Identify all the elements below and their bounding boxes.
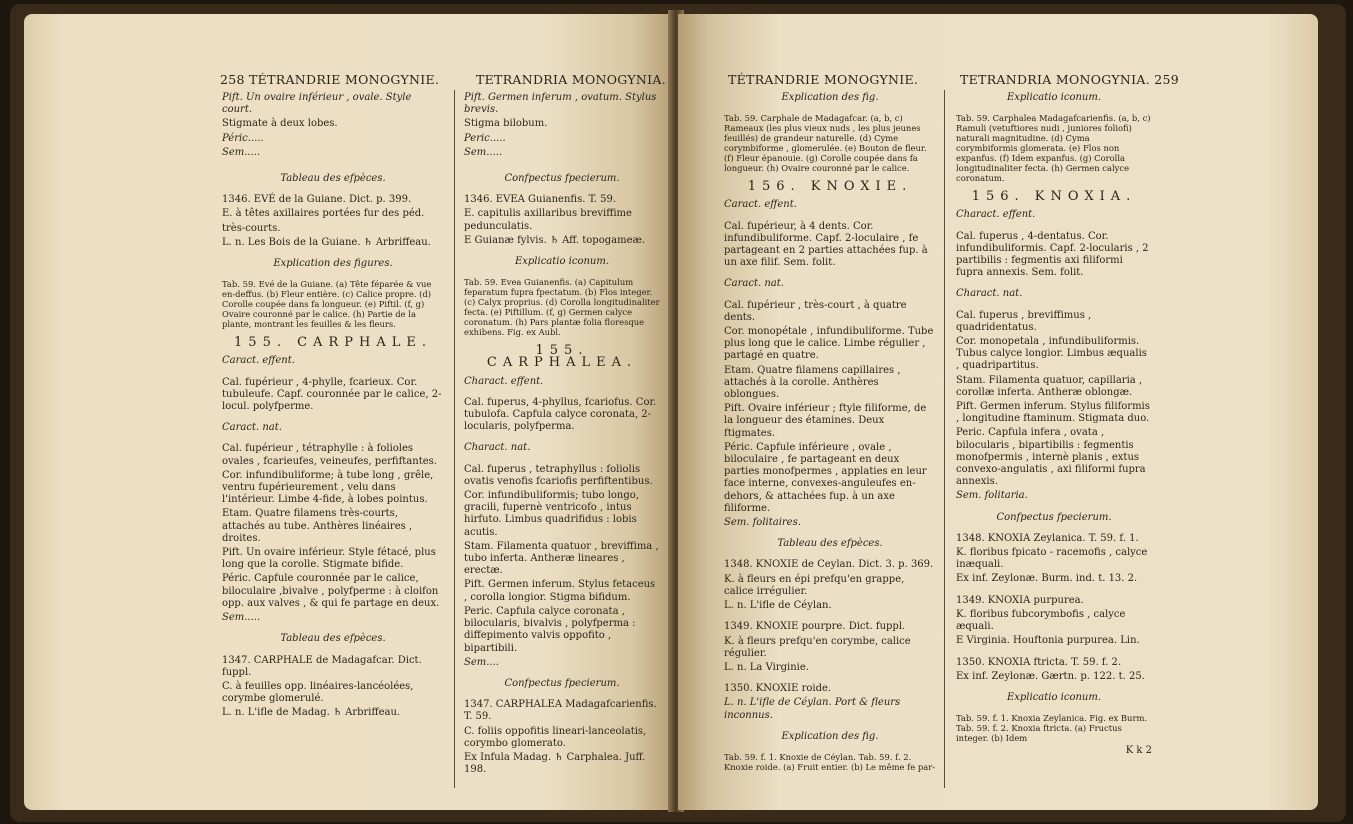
left-french-column: Pift. Un ovaire inférieur , ovale. Style court. Stigmate à deux lobes. Péric..... Sem..... Tableau des efpèces. 1346. EVÉ de la Guiane. Dict. p. 399. E. à têtes axillaires portées fur des péd. très-courts. L. n. Les Bois de la Guiane. ♄ Arbriffeau. Explication des figures. Tab. 59. Evé de la Guiane. (a) Tête féparée & vue en-deffus. (b) Fleur entière. (c) Calice propre. (d) Corolle coupée dans fa longueur. (e) Piftil. (f, g) Ovaire couronné par le calice. (h) Partie de la plante, montrant les feuilles & les fleurs. 155. CARPHALE. Caract. effent. Cal. fupérieur , 4-phylle, fcarieux. Cor. tubuleufe. Capf. couronnée par le calice, 2-locul. polyfperme. Caract. nat. Cal. fupérieur , tétraphylle : à folioles ovales , fcarieufes, veineufes, perfiftantes. Cor. infundibuliforme; à tube long , grêle, ventru fupérieurement , velu dans l'intérieur. Limbe 4-fide, à lobes pointus. Etam. Quatre filamens très-courts, attachés au tube. Anthères linéaires , droites. Pift. Un ovaire inférieur. Style fétacé, plus long que la corolle. Stigmate bifide. Péric. Capfule couronnée par le calice, biloculaire ,bivalve , polyfperme : à cloifon opp. aux valves , & qui fe partage en deux. Sem..... Tableau des efpèces. 1347. CARPHALE de Madagafcar. Dict. fuppl. C. à feuilles opp. linéaires-lancéolées, corymbe glomerulé. L. n. L'ifle de Madag. ♄ Arbriffeau. xyxy=(222,92,444,722)
left-page-number: 258 xyxy=(220,72,245,87)
genus-heading: 155. CARPHALE. xyxy=(234,335,432,351)
right-page xyxy=(678,14,1318,810)
right-page-number: 259 xyxy=(1154,72,1180,87)
left-page xyxy=(24,14,672,810)
column-rule xyxy=(944,90,945,788)
right-latin-column: Explicatio iconum. Tab. 59. Carphalea Madagafcarienfis. (a, b, c) Ramuli (vetuftiores nudi , juniores foliofi) naturali magnitudine. (d) Cyma corymbiformis glomerata. (e) Flos non expanfus. (f) Idem expanfus. (g) Corolla longitudinaliter fecta. (h) Germen calyce coronatum. 156. KNOXIA. Charact. effent. Cal. fuperus , 4-dentatus. Cor. infundibuliformis. Capf. 2-locularis , 2 partibilis : fegmentis axi filiformi fupra annexis. Sem. folit. Charact. nat. Cal. fuperus , breviffimus , quadridentatus. Cor. monopetala , infundibuliformis. Tubus calyce longior. Limbus æqualis , quadripartitus. Stam. Filamenta quatuor, capillaria , corollæ inferta. Antheræ oblongæ. Pift. Germen inferum. Stylus filiformis , longitudine ftaminum. Stigmata duo. Peric. Capfula infera , ovata , bilocularis , bipartibilis : fegmentis monofpermis , internè planis , extus convexo-angulatis , axi filiformi fupra annexis. Sem. folitaria. Confpectus fpecierum. 1348. KNOXIA Zeylanica. T. 59. f. 1. K. floribus fpicato - racemofis , calyce inæquali. Ex inf. Zeylonæ. Burm. ind. t. 13. 2. 1349. KNOXIA purpurea. K. floribus fubcorymbofis , calyce æquali. E Virginia. Houftonia purpurea. Lin. 1350. KNOXIA ftricta. T. 59. f. 2. Ex inf. Zeylonæ. Gærtn. p. 122. t. 25. Explicatio iconum. Tab. 59. f. 1. Knoxia Zeylanica. Fig. ex Burm. Tab. 59. f. 2. Knoxia ftricta. (a) Fructus integer. (b) Idem K k 2 xyxy=(956,92,1154,757)
signature-mark: K k 2 xyxy=(1125,745,1152,757)
column-rule xyxy=(454,90,455,788)
right-french-column: Explication des fig. Tab. 59. Carphale de Madagafcar. (a, b, c) Rameaux (les plus vieux nuds , les plus jeunes feuillés) de grandeur naturelle. (d) Cyme corymbiforme , glomerulée. (e) Bouton de fleur. (f) Fleur épanouie. (g) Corolle coupée dans fa longueur. (h) Ovaire couronné par le calice. 156. KNOXIE. Caract. effent. Cal. fupérieur, à 4 dents. Cor. infundibuliforme. Capf. 2-loculaire , fe partageant en 2 parties attachées fup. à un axe filif. Sem. folit. Caract. nat. Cal. fupérieur , très-court , à quatre dents. Cor. monopétale , infundibuliforme. Tube plus long que le calice. Limbe régulier , partagé en quatre. Etam. Quatre filamens capillaires , attachés à la corolle. Anthères oblongues. Pift. Ovaire inférieur ; ftyle filiforme, de la longueur des étamines. Deux ftigmates. Péric. Capfule inférieure , ovale , biloculaire , fe partageant en deux parties monofpermes , applaties en leur face interne, convexes-anguleufes en-dehors, & attachées fup. à un axe filiforme. Sem. folitaires. Tableau des efpèces. 1348. KNOXIE de Ceylan. Dict. 3. p. 369. K. à fleurs en épi prefqu'en grappe, calice irrégulier. L. n. L'ifle de Céylan. 1349. KNOXIE pourpre. Dict. fuppl. K. à fleurs prefqu'en corymbe, calice régulier. L. n. La Virginie. 1350. KNOXIE roide. L. n. L'ifle de Céylan. Port & fleurs inconnus. Explication des fig. Tab. 59. f. 1. Knoxie de Céylan. Tab. 59. f. 2. Knoxie roide. (a) Fruit entier. (b) Le même fe par- xyxy=(724,92,937,772)
genus-heading: 156. KNOXIE. xyxy=(747,179,913,195)
left-latin-column: Pift. Germen inferum , ovatum. Stylus brevis. Stigma bilobum. Peric..... Sem..... Confpectus fpecierum. 1346. EVEA Guianenfis. T. 59. E. capitulis axillaribus breviffime pedunculatis. E Guianæ fylvis. ♄ Aff. topogameæ. Explicatio iconum. Tab. 59. Evea Guianenfis. (a) Capitulum feparatum fupra fpectatum. (b) Flos integer. (c) Calyx proprius. (d) Corolla longitudinaliter fecta. (e) Piftillum. (f, g) Germen calyce coronatum. (h) Pars plantæ folia floresque exhibens. Fig. ex Aubl. 155. CARPHALEA. Charact. effent. Cal. fuperus, 4-phyllus, fcariofus. Cor. tubulofa. Capfula calyce coronata, 2-locularis, polyfperma. Charact. nat. Cal. fuperus , tetraphyllus : foliolis ovatis venofis fcariofis perfiftentibus. Cor. infundibuliformis; tubo longo, gracili, fupernè ventricofo , intus hirfuto. Limbus quadrifidus : lobis acutis. Stam. Filamenta quatuor , breviffima , tubo inferta. Antheræ lineares , erectæ. Pift. Germen inferum. Stylus fetaceus , corolla longior. Stigma bifidum. Peric. Capfula calyce coronata , bilocularis, bivalvis , polyfperma : diffepimento valvis oppofito , bipartibili. Sem.... Confpectus fpecierum. 1347. CARPHALEA Madagafcarienfis. T. 59. C. foliis oppofitis lineari-lanceolatis, corymbo glomerato. Ex Infula Madag. ♄ Carphalea. Juff. 198. xyxy=(464,92,663,776)
right-header-fr: TÉTRANDRIE MONOGYNIE. xyxy=(728,72,919,87)
left-header-la: TETRANDRIA MONOGYNIA. xyxy=(476,72,666,87)
right-header-la: TETRANDRIA MONOGYNIA. 259 xyxy=(960,72,1180,87)
left-header-fr: 258 TÉTRANDRIE MONOGYNIE. xyxy=(220,72,440,87)
section-heading: Tableau des efpèces. xyxy=(280,173,386,185)
